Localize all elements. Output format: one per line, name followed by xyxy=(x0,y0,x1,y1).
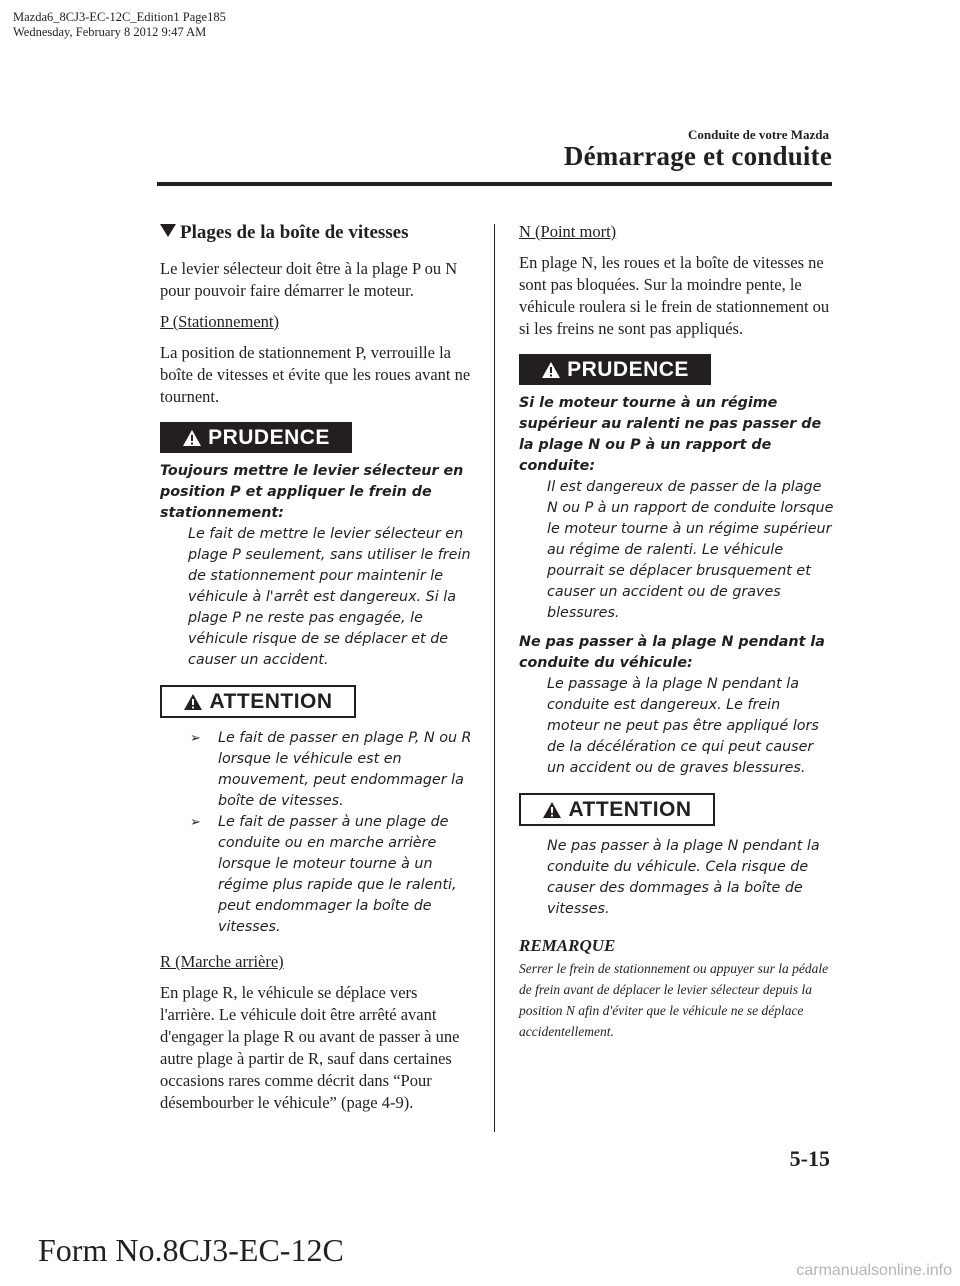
list-item: ➢ Le fait de passer à une plage de conduite ou en marche arrière lorsque le moteur tourne à un régime plus rapide que le ralenti, peut endommager la boîte de vitesses. xyxy=(190,814,457,935)
column-divider xyxy=(494,224,495,1132)
prudence-lead: Ne pas passer à la plage N pendant la conduite du véhicule: xyxy=(519,634,825,671)
prudence-body: Le passage à la plage N pendant la conduite est dangereux. Le frein moteur ne peut pas être appliqué lors de la décélération ce qui peut causer un accident ou de graves blessures. xyxy=(547,676,819,776)
right-column xyxy=(519,222,834,1042)
form-number: Form No.8CJ3-EC-12C xyxy=(38,1232,344,1268)
prudence-lead: Si le moteur tourne à un régime supérieur au ralenti ne pas passer de la plage N ou P à un rapport de conduite: xyxy=(519,395,822,474)
page-number: 5-15 xyxy=(789,1146,830,1171)
prudence-label: PRUDENCE xyxy=(567,357,689,381)
print-metadata-line1: Mazda6_8CJ3-EC-12C_Edition1 Page185 xyxy=(13,10,226,24)
attention-label: ATTENTION xyxy=(568,797,692,821)
neutral-heading: N (Point mort) xyxy=(519,222,617,241)
park-heading: P (Stationnement) xyxy=(160,312,279,331)
reverse-paragraph: En plage R, le véhicule se déplace vers l'arrière. Le véhicule doit être arrêté avant d'engager la plage R ou avant de passer à une autre plage à partir de R, sauf dans certaines occasions rares comme décrit dans “Pour désembourber le véhicule” (page 4-9). xyxy=(160,983,460,1112)
prudence-banner xyxy=(519,354,711,385)
warning-triangle-icon xyxy=(183,693,203,711)
prudence-body: Le fait de mettre le levier sélecteur en plage P seulement, sans utiliser le frein de stationnement pour maintenir le véhicule à l'arrêt est dangereux. Si la plage P ne reste pas engagée, le véhicule risque de se déplacer et de causer un accident. xyxy=(188,526,471,668)
remark-body: Serrer le frein de stationnement ou appuyer sur la pédale de frein avant de déplacer le levier sélecteur depuis la position N afin d'éviter que le véhicule ne se déplace accidentellement. xyxy=(519,961,829,1039)
attention-label: ATTENTION xyxy=(209,689,333,713)
print-metadata-line2: Wednesday, February 8 2012 9:47 AM xyxy=(13,25,207,39)
arrow-bullet-icon: ➢ xyxy=(190,731,201,746)
attention-body: Ne pas passer à la plage N pendant la conduite du véhicule. Cela risque de causer des dommages à la boîte de vitesses. xyxy=(547,838,820,917)
chapter-subtitle: Conduite de votre Mazda xyxy=(688,127,829,142)
prudence-label: PRUDENCE xyxy=(208,425,330,449)
prudence-lead: Toujours mettre le levier sélecteur en position P et appliquer le frein de stationnement: xyxy=(160,463,464,521)
section-title xyxy=(160,222,475,244)
watermark: carmanualsonline.info xyxy=(796,1262,952,1279)
arrow-bullet-icon: ➢ xyxy=(190,815,201,830)
prudence-body: Il est dangereux de passer de la plage N ou P à un rapport de conduite lorsque le moteur tourne à un régime supérieur au régime de ralenti. Le véhicule pourrait se déplacer brusquement et causer un accident ou de graves blessures. xyxy=(547,479,834,621)
warning-triangle-icon xyxy=(182,429,202,447)
left-column xyxy=(160,222,475,1124)
neutral-paragraph: En plage N, les roues et la boîte de vitesses ne sont pas bloquées. Sur la moindre pente, le véhicule roulera si le frein de stationnement ou si les freins ne sont pas appliqués. xyxy=(519,253,830,338)
reverse-heading: R (Marche arrière) xyxy=(160,952,284,971)
section-triangle-icon xyxy=(160,224,176,237)
attention-list xyxy=(160,728,475,938)
warning-triangle-icon xyxy=(541,361,561,379)
chapter-title: Démarrage et conduite xyxy=(563,141,832,171)
attention-banner xyxy=(519,793,715,826)
list-item: ➢ Le fait de passer en plage P, N ou R lorsque le véhicule est en mouvement, peut endommager la boîte de vitesses. xyxy=(190,730,472,809)
remark-title: REMARQUE xyxy=(519,936,616,955)
print-metadata xyxy=(13,10,226,40)
prudence-banner xyxy=(160,422,352,453)
section-title-text: Plages de la boîte de vitesses xyxy=(180,222,409,243)
warning-triangle-icon xyxy=(542,801,562,819)
attention-banner xyxy=(160,685,356,718)
intro-paragraph: Le levier sélecteur doit être à la plage P ou N pour pouvoir faire démarrer le moteur. xyxy=(160,259,458,300)
park-paragraph: La position de stationnement P, verrouille la boîte de vitesses et évite que les roues avant ne tournent. xyxy=(160,343,471,406)
header-rule xyxy=(157,182,832,186)
